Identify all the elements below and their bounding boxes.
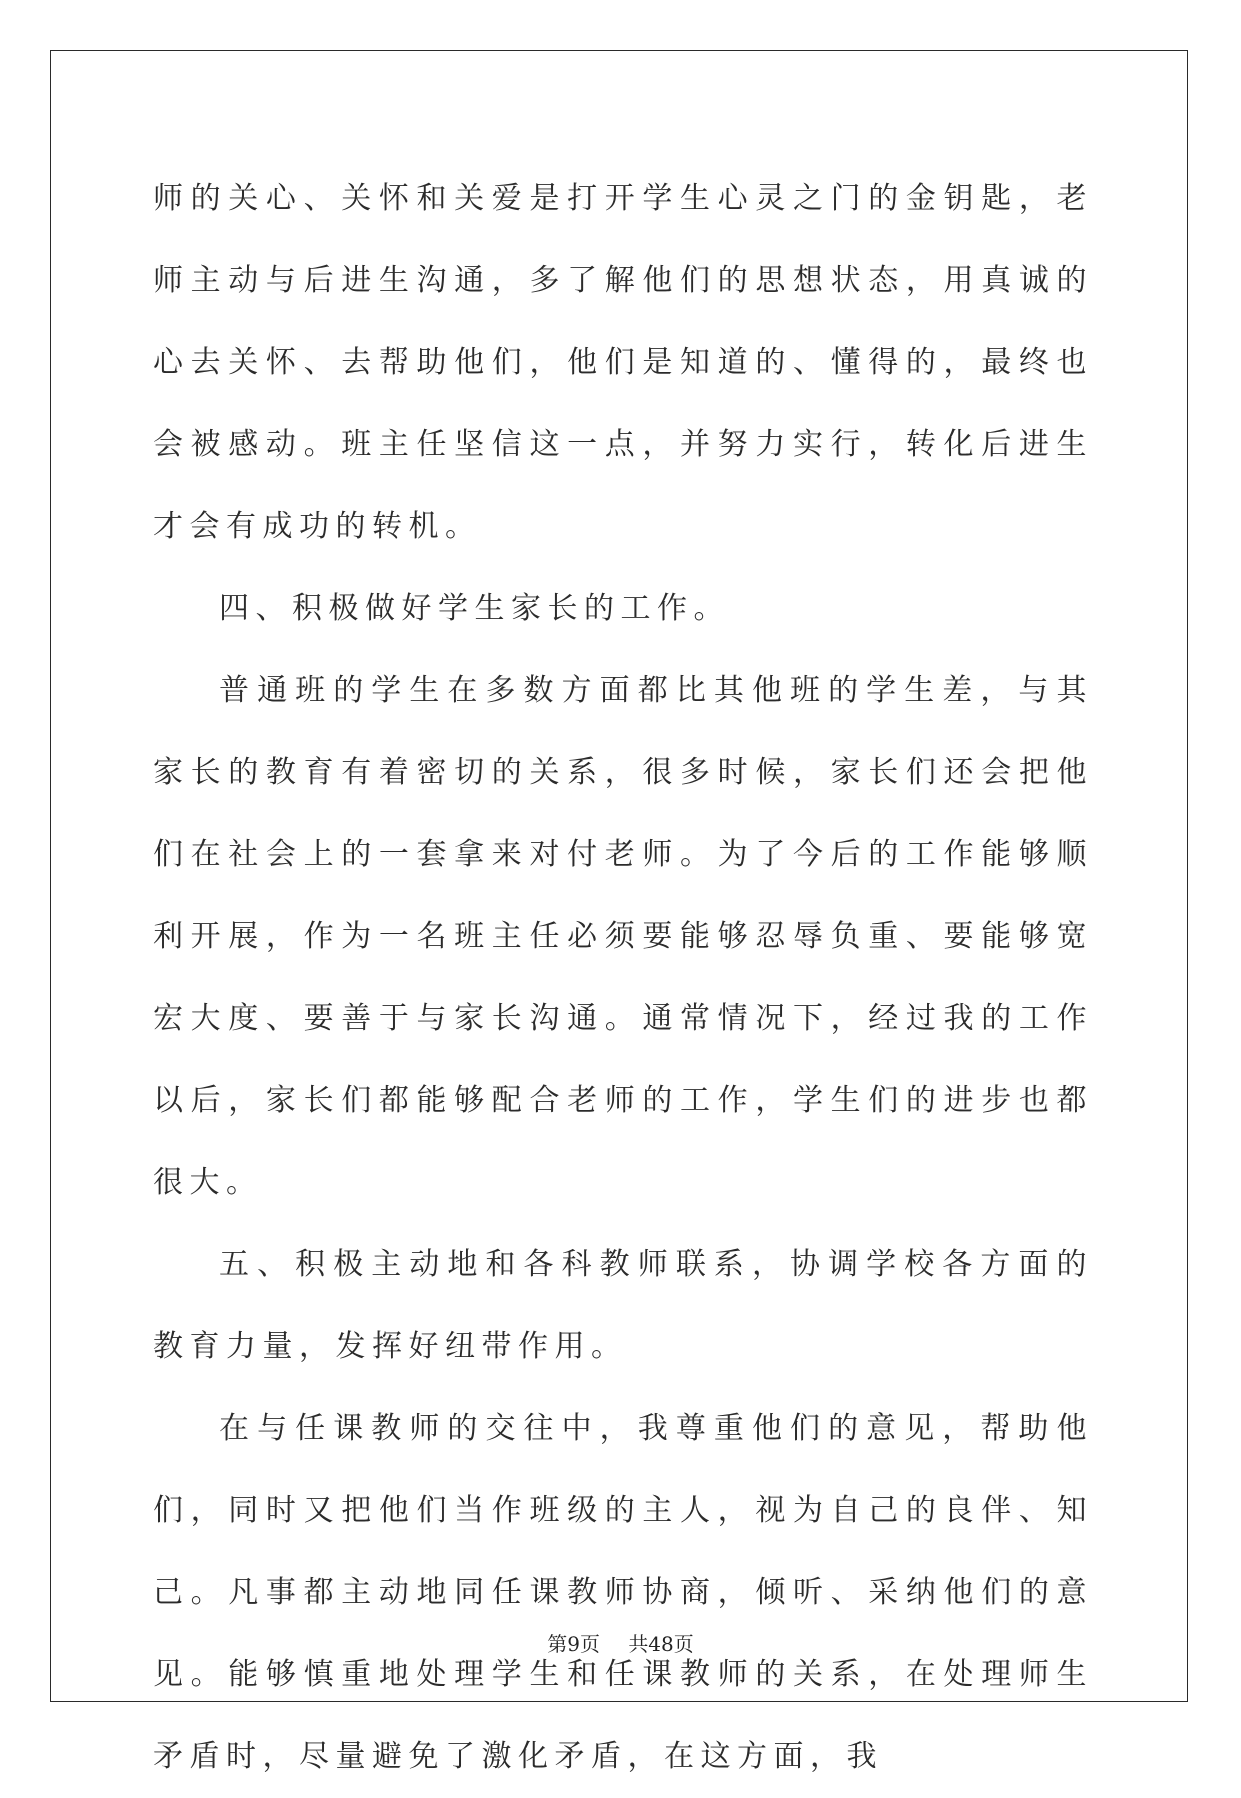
page-number: 第9页 <box>547 1632 600 1656</box>
heading-section-5: 五、积极主动地和各科教师联系，协调学校各方面的教育力量，发挥好纽带作用。 <box>153 1247 1093 1364</box>
heading-section-4: 四、积极做好学生家长的工作。 <box>219 591 730 626</box>
paragraph-2: 普通班的学生在多数方面都比其他班的学生差，与其家长的教育有着密切的关系，很多时候，家长们还会把他们在社会上的一套拿来对付老师。为了今后的工作能够顺利开展，作为一名班主任必须要能够忍辱负重、要能够宽宏大度、要善于与家长沟通。通常情况下，经过我的工作以后，家长们都能够配合老师的工作，学生们的进步也都很大。 <box>153 673 1093 1200</box>
page-total: 共48页 <box>628 1632 694 1656</box>
page-footer <box>0 1628 1241 1657</box>
document-body <box>153 158 1093 1798</box>
paragraph-3: 在与任课教师的交往中，我尊重他们的意见，帮助他们，同时又把他们当作班级的主人，视为自己的良伴、知己。凡事都主动地同任课教师协商，倾听、采纳他们的意见。能够慎重地处理学生和任课教师的关系，在处理师生矛盾时，尽量避免了激化矛盾，在这方面，我 <box>153 1411 1093 1774</box>
paragraph-1: 师的关心、关怀和关爱是打开学生心灵之门的金钥匙，老师主动与后进生沟通，多了解他们的思想状态，用真诚的心去关怀、去帮助他们，他们是知道的、懂得的，最终也会被感动。班主任坚信这一点，并努力实行，转化后进生才会有成功的转机。 <box>153 181 1093 544</box>
